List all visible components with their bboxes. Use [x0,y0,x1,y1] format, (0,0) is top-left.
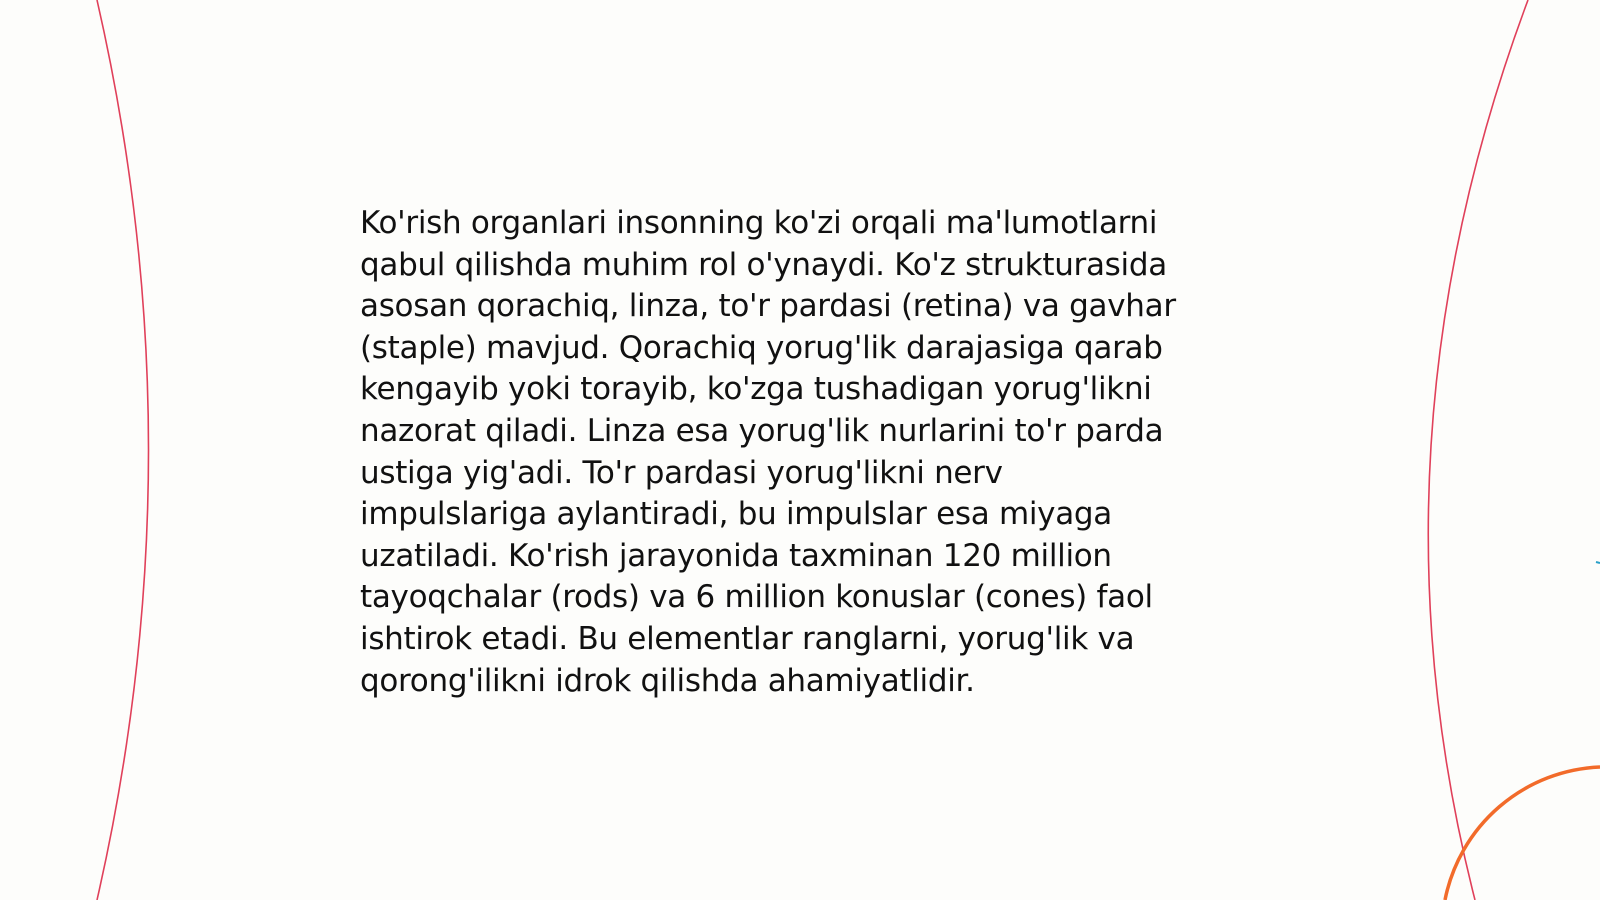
body-text-line: uzatiladi. Ko'rish jarayonida taxminan 120 million [360,537,1112,574]
body-text-line: impulslariga aylantiradi, bu impulslar esa miyaga [360,496,1112,533]
orange-arc-decoration [1445,767,1600,900]
teal-mark-decoration [1596,562,1600,563]
body-text-line: asosan qorachiq, linza, to'r pardasi (retina) va gavhar [360,288,1176,325]
body-text-line: tayoqchalar (rods) va 6 million konuslar (cones) faol [360,579,1153,616]
right-curve-decoration [1428,0,1528,900]
body-text [360,203,1240,702]
body-text-line: qorong'ilikni idrok qilishda ahamiyatlidir. [360,662,975,699]
left-curve-decoration [97,0,149,900]
body-text-line: ustiga yig'adi. To'r pardasi yorug'likni nerv [360,454,1003,491]
body-text-line: qabul qilishda muhim rol o'ynaydi. Ko'z strukturasida [360,246,1167,283]
body-text-line: (staple) mavjud. Qorachiq yorug'lik darajasiga qarab [360,329,1163,366]
body-text-line: ishtirok etadi. Bu elementlar ranglarni, yorug'lik va [360,620,1135,657]
body-text-line: kengayib yoki torayib, ko'zga tushadigan yorug'likni [360,371,1152,408]
body-text-line: nazorat qiladi. Linza esa yorug'lik nurlarini to'r parda [360,412,1164,449]
body-text-line: Ko'rish organlari insonning ko'zi orqali ma'lumotlarni [360,205,1158,241]
